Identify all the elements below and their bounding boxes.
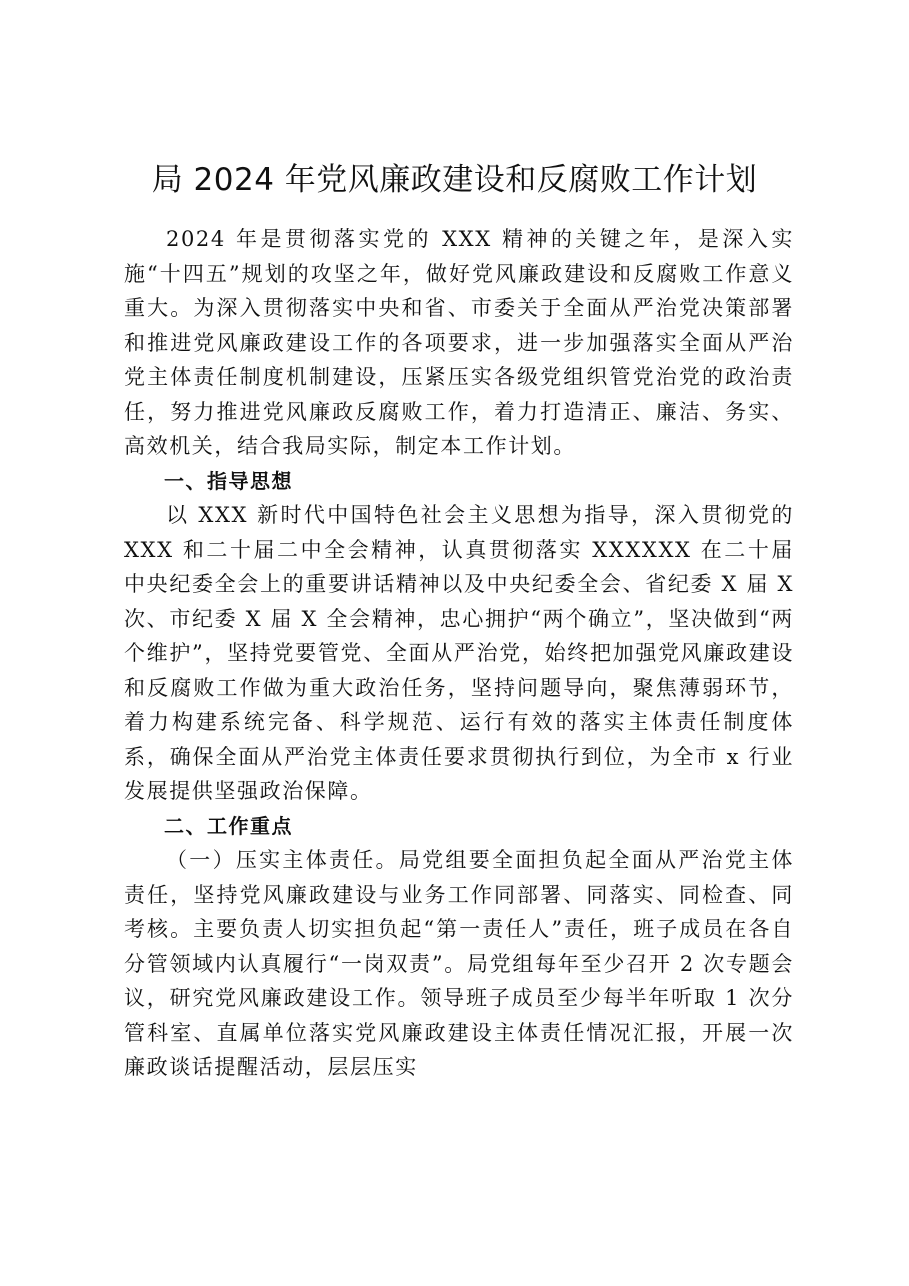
intro-paragraph: 2024 年是贯彻落实党的 XXX 精神的关键之年，是深入实施“十四五”规划的攻坚之年，做好党风廉政建设和反腐败工作意义重大。为深入贯彻落实中央和省、市委关于全面从严治党决策部署和推进党风廉政建设工作的各项要求，进一步加强落实全面从严治党主体责任制度机制建设，压紧压实各级党组织管党治党的政治责任，努力推进党风廉政反腐败工作，着力打造清正、廉洁、务实、高效机关，结合我局实际，制定本工作计划。 [124, 227, 794, 458]
document-body [124, 222, 794, 1085]
guiding-thought-paragraph: 以 XXX 新时代中国特色社会主义思想为指导，深入贯彻党的 XXX 和二十届二中全会精神，认真贯彻落实 XXXXXX 在二十届中央纪委全会上的重要讲话精神以及中央纪委全会、省纪委 X 届 X 次、市纪委 X 届 X 全会精神，忠心拥护“两个确立”，坚决做到“两个维护”，坚持党要管党、全面从严治党，始终把加强党风廉政建设和反腐败工作做为重大政治任务，坚持问题导向，聚焦薄弱环节，着力构建系统完备、科学规范、运行有效的落实主体责任制度体系，确保全面从严治党主体责任要求贯彻执行到位，为全市 x 行业发展提供坚强政治保障。 [124, 503, 794, 803]
section-heading-guiding-thought: 一、指导思想 [164, 468, 293, 493]
document-title: 局 2024 年党风廉政建设和反腐败工作计划 [151, 162, 758, 198]
work-focus-item-1-paragraph: （一）压实主体责任。局党组要全面担负起全面从严治党主体责任，坚持党风廉政建设与业务工作同部署、同落实、同检查、同考核。主要负责人切实担负起“第一责任人”责任，班子成员在各自分管领域内认真履行“一岗双责”。局党组每年至少召开 2 次专题会议，研究党风廉政建设工作。领导班子成员至少每半年听取 1 次分管科室、直属单位落实党风廉政建设主体责任情况汇报，开展一次廉政谈话提醒活动，层层压实 [124, 848, 794, 1079]
section-heading-work-focus: 二、工作重点 [164, 813, 293, 838]
